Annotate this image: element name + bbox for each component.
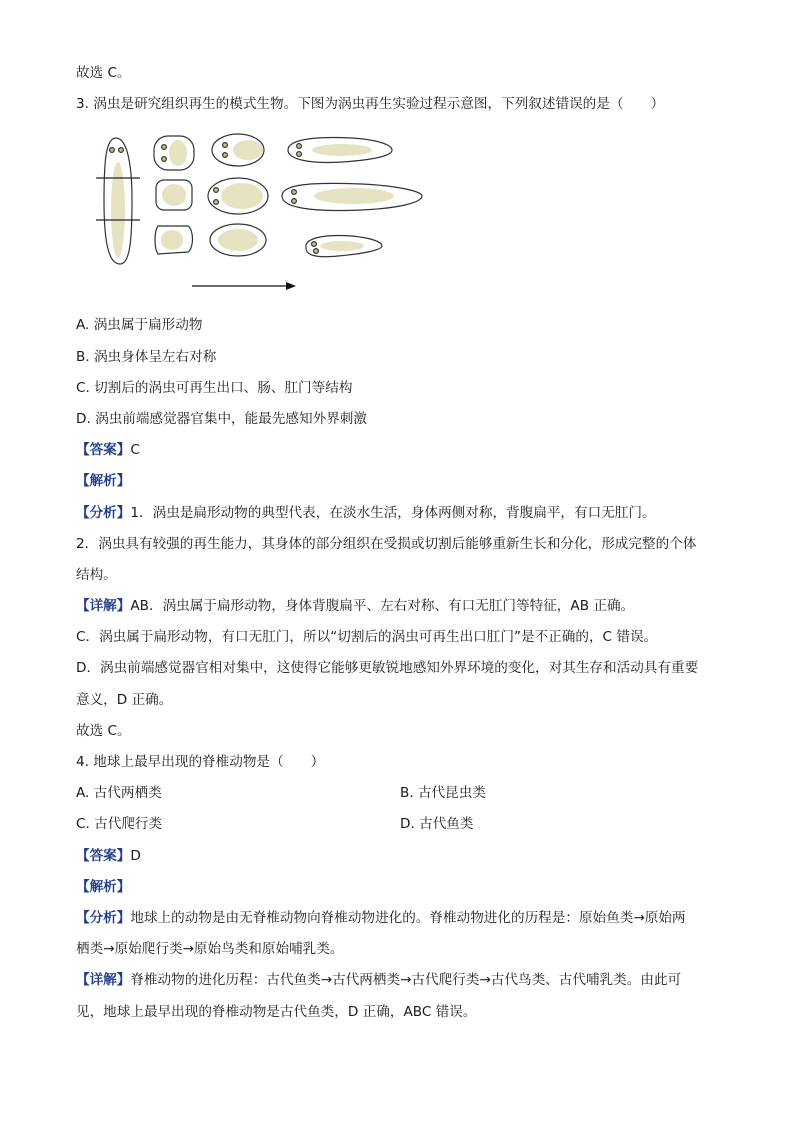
option-c: C. 古代爬行类 [76, 816, 163, 833]
answer-value: C [130, 442, 140, 459]
answer-line [76, 435, 726, 466]
option-a: A. 古代两栖类 [76, 785, 162, 802]
text-line: 结构。 [76, 566, 117, 583]
answer-value: D [130, 847, 141, 864]
option-c: C. 切割后的涡虫可再生出口、肠、肛门等结构 [76, 379, 353, 396]
text-line: C．涡虫属于扁形动物，有口无肛门，所以“切割后的涡虫可再生出口肛门”是不正确的，C 错误。 [76, 629, 658, 646]
option-b: B. 古代昆虫类 [400, 785, 486, 802]
text-line: 2．涡虫具有较强的再生能力，其身体的部分组织在受损或切割后能够重新生长和分化，形成完整的个体 [76, 535, 697, 552]
planarian-regeneration-figure [76, 120, 726, 310]
fenxi-tag: 【分析】 [76, 504, 131, 521]
answer-tag: 【答案】 [76, 442, 131, 459]
fenxi-line [76, 903, 726, 934]
planarian-diagram [92, 130, 452, 300]
analysis-line [76, 872, 726, 903]
analysis-tag: 【解析】 [76, 473, 131, 490]
question-3-stem: 3. 涡虫是研究组织再生的模式生物。下图为涡虫再生实验过程示意图，下列叙述错误的是（ ） [76, 96, 665, 113]
option-a: A. 涡虫属于扁形动物 [76, 317, 203, 334]
detail-text: 脊椎动物的进化历程：古代鱼类→古代两栖类→古代爬行类→古代鸟类、古代哺乳类。由此可 [130, 972, 682, 989]
answer-tag: 【答案】 [76, 847, 131, 864]
fenxi-line [76, 498, 726, 529]
option-b: B. 涡虫身体呈左右对称 [76, 348, 217, 365]
detail-tag: 【详解】 [76, 972, 131, 989]
detail-line [76, 591, 726, 622]
detail-line [76, 965, 726, 996]
option-d: D. 涡虫前端感觉器官集中，能最先感知外界刺激 [76, 410, 367, 427]
document-page [76, 58, 726, 1028]
question-4-stem: 4. 地球上最早出现的脊椎动物是（ ） [76, 754, 325, 770]
detail-text: AB．涡虫属于扁形动物，身体背腹扁平、左右对称、有口无肛门等特征，AB 正确。 [130, 598, 635, 615]
answer-line [76, 841, 726, 872]
cut-pieces [154, 136, 194, 254]
options-row [76, 809, 726, 840]
text-line: 见，地球上最早出现的脊椎动物是古代鱼类，D 正确，ABC 错误。 [76, 1003, 477, 1020]
fenxi-text: 1．涡虫是扁形动物的典型代表，在淡水生活，身体两侧对称，背腹扁平，有口无肛门。 [130, 504, 656, 521]
detail-tag: 【详解】 [76, 598, 131, 615]
analysis-line [76, 466, 726, 497]
text-line: 故选 C。 [76, 65, 131, 81]
fenxi-tag: 【分析】 [76, 909, 131, 926]
options-row [76, 778, 726, 809]
option-d: D. 古代鱼类 [400, 816, 474, 833]
analysis-tag: 【解析】 [76, 878, 131, 895]
complete-planarians [282, 138, 422, 257]
text-line: 意义，D 正确。 [76, 691, 173, 708]
text-line: D．涡虫前端感觉器官相对集中，这使得它能够更敏锐地感知外界环境的变化，对其生存和活动具有重要 [76, 660, 699, 677]
original-planarian [96, 138, 140, 264]
fenxi-text: 地球上的动物是由无脊椎动物向脊椎动物进化的。脊椎动物进化的历程是：原始鱼类→原始两 [130, 909, 686, 926]
text-line: 故选 C。 [76, 722, 131, 739]
time-arrow [192, 282, 296, 290]
regenerating-pieces [208, 134, 268, 256]
text-line: 栖类→原始爬行类→原始鸟类和原始哺乳类。 [76, 941, 344, 958]
